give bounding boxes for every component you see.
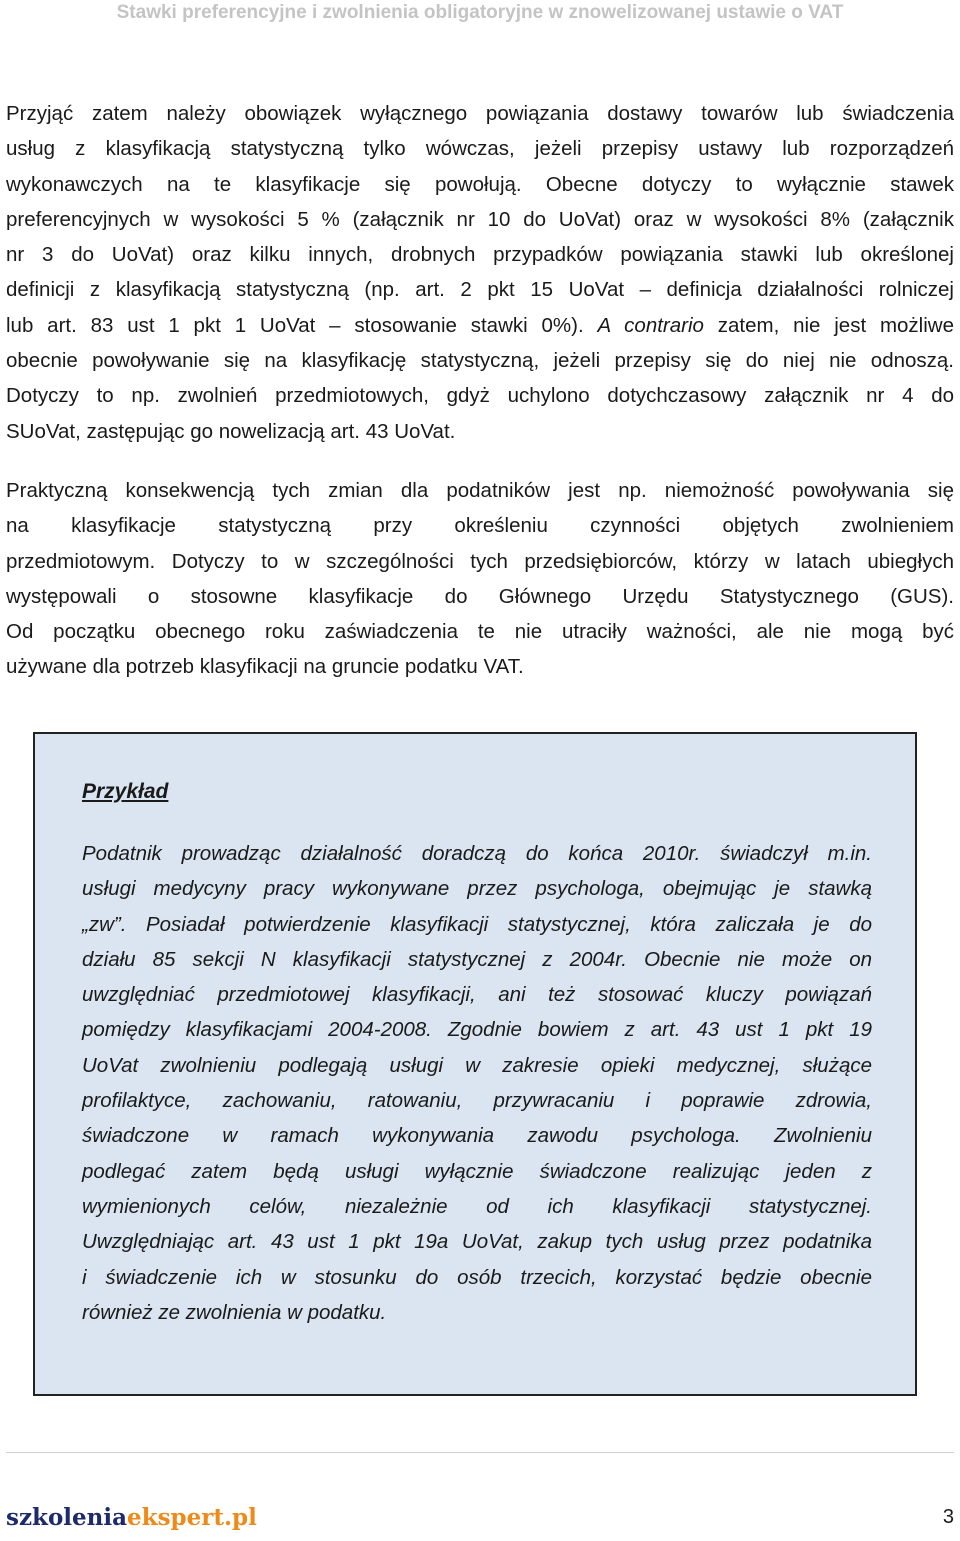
example-line: i świadczenie ich w stosunku do osób trzecich, korzystać będzie obecnie — [82, 1265, 872, 1289]
example-line: podlegać zatem będą usługi wyłącznie świadczone realizując jeden z — [82, 1159, 872, 1183]
example-line: pomiędzy klasyfikacjami 2004-2008. Zgodnie bowiem z art. 43 ust 1 pkt 19 — [82, 1018, 872, 1042]
brand-text-part2: ekspert.pl — [127, 1504, 257, 1531]
example-line: uwzględniać przedmiotowej klasyfikacji, ani też stosować kluczy powiązań — [82, 983, 872, 1007]
page-number: 3 — [942, 1506, 954, 1528]
body-paragraph-2 — [6, 473, 954, 685]
text-fragment: lub art. 83 ust 1 pkt 1 UoVat – stosowanie stawki 0%). — [6, 313, 598, 337]
text-line: obecnie powoływanie się na klasyfikację statystyczną, jeżeli przepisy się do niej nie odnoszą. — [6, 349, 954, 373]
brand-text-part1: szkolenia — [6, 1504, 128, 1531]
example-line: usługi medycyny pracy wykonywane przez psychologa, obejmując je stawką — [82, 877, 872, 901]
brand-logo[interactable] — [6, 1504, 257, 1531]
text-line: definicji z klasyfikacją statystyczną (np. art. 2 pkt 15 UoVat – definicja działalności rolniczej — [6, 278, 954, 302]
text-line: występowali o stosowne klasyfikacje do Głównego Urzędu Statystycznego (GUS). — [6, 584, 954, 608]
text-line-with-italic — [6, 308, 954, 343]
text-line: używane dla potrzeb klasyfikacji na gruncie podatku VAT. — [6, 655, 524, 679]
example-text — [82, 836, 872, 1330]
example-line: „zw”. Posiadał potwierdzenie klasyfikacji statystycznej, która zaliczała je do — [82, 912, 872, 936]
example-line: świadczone w ramach wykonywania zawodu psychologa. Zwolnieniu — [82, 1124, 872, 1148]
example-line: Uwzględniając art. 43 ust 1 pkt 19a UoVat, zakup tych usług przez podatnika — [82, 1230, 872, 1254]
example-title: Przykład — [82, 780, 169, 803]
text-line: preferencyjnych w wysokości 5 % (załącznik nr 10 do UoVat) oraz w wysokości 8% (załącznik — [6, 207, 954, 231]
text-fragment: zatem, nie jest możliwe — [703, 313, 954, 337]
example-line: również ze zwolnienia w podatku. — [82, 1300, 387, 1324]
text-line: Przyjąć zatem należy obowiązek wyłącznego powiązania dostawy towarów lub świadczenia — [6, 102, 954, 125]
italic-phrase: A contrario — [597, 313, 704, 337]
text-line: Od początku obecnego roku zaświadczenia te nie utraciły ważności, ale nie mogą być — [6, 620, 954, 644]
example-line: Podatnik prowadząc działalność doradczą do końca 2010r. świadczył m.in. — [82, 842, 872, 865]
example-line: działu 85 sekcji N klasyfikacji statystycznej z 2004r. Obecnie nie może on — [82, 947, 872, 971]
example-line: profilaktyce, zachowaniu, ratowaniu, przywracaniu i poprawie zdrowia, — [82, 1089, 872, 1113]
page-header: Stawki preferencyjne i zwolnienia obligatoryjne w znowelizowanej ustawie o VAT — [116, 2, 844, 23]
text-line: na klasyfikacje statystyczną przy określeniu czynności objętych zwolnieniem — [6, 514, 954, 538]
text-line: usług z klasyfikacją statystyczną tylko wówczas, jeżeli przepisy ustawy lub rozporządzeń — [6, 137, 954, 161]
example-line: wymienionych celów, niezależnie od ich klasyfikacji statystycznej. — [82, 1194, 872, 1218]
text-line: nr 3 do UoVat) oraz kilku innych, drobnych przypadków powiązania stawki lub określonej — [6, 243, 954, 267]
body-paragraph-1 — [6, 96, 954, 449]
text-line: wykonawczych na te klasyfikacje się powołują. Obecne dotyczy to wyłącznie stawek — [6, 172, 954, 196]
text-line: Praktyczną konsekwencją tych zmian dla podatników jest np. niemożność powoływania się — [6, 479, 954, 502]
example-box — [33, 732, 917, 1396]
example-line: UoVat zwolnieniu podlegają usługi w zakresie opieki medycznej, służące — [82, 1053, 872, 1077]
text-line: SUoVat, zastępując go nowelizacją art. 43 UoVat. — [6, 419, 456, 443]
footer-divider — [6, 1452, 954, 1453]
text-line: Dotyczy to np. zwolnień przedmiotowych, gdyż uchylono dotychczasowy załącznik nr 4 do — [6, 384, 954, 408]
text-line: przedmiotowym. Dotyczy to w szczególności tych przedsiębiorców, którzy w latach ubiegłych — [6, 549, 954, 573]
